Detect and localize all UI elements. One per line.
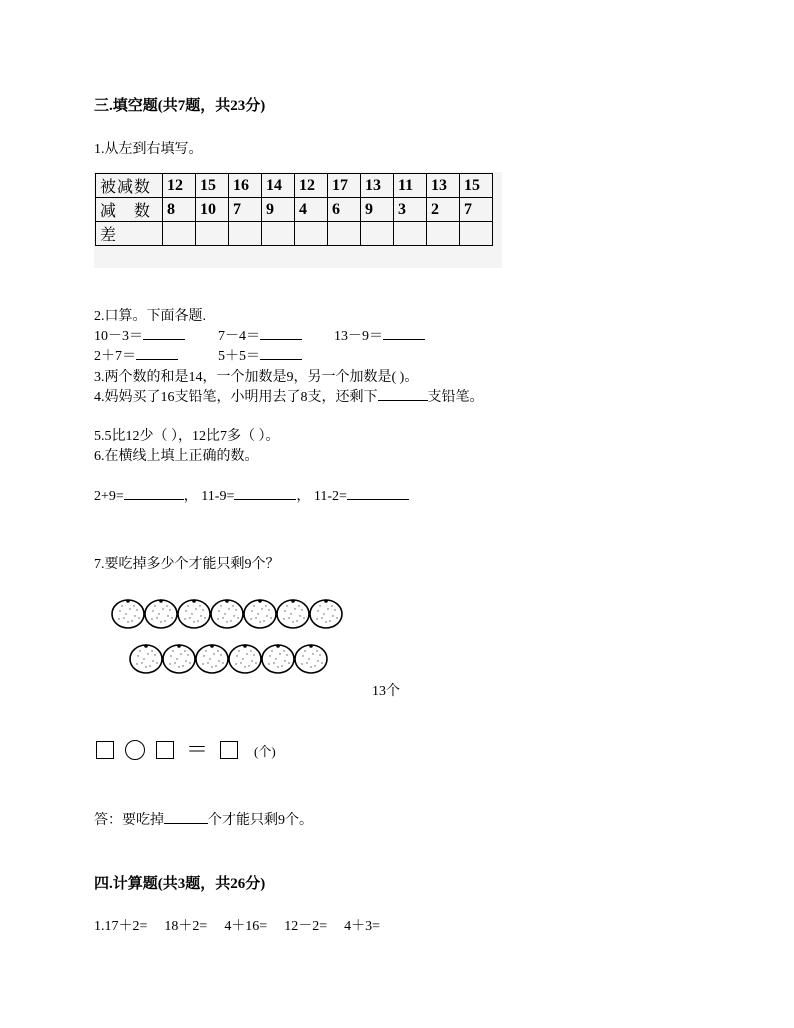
difference-answer-cell[interactable]	[295, 222, 328, 246]
calc-item: 1.17＋2=	[94, 919, 148, 934]
table-row-subtrahend	[96, 198, 493, 222]
minuend-cell: 11	[394, 174, 427, 198]
q2-item	[334, 325, 425, 345]
subtraction-table-container	[94, 172, 502, 268]
table-row-difference	[96, 222, 493, 246]
subtrahend-cell: 8	[163, 198, 196, 222]
answer-blank[interactable]	[164, 811, 208, 824]
operator-circle[interactable]	[125, 740, 145, 760]
difference-answer-cell[interactable]	[262, 222, 295, 246]
fruit-icon[interactable]	[277, 599, 309, 628]
difference-answer-cell[interactable]	[328, 222, 361, 246]
answer-blank[interactable]	[234, 487, 296, 500]
subtrahend-cell: 2	[427, 198, 460, 222]
q6-text: 6.在横线上填上正确的数。	[94, 449, 259, 464]
section3-title: 三.填空题(共7题，共23分)	[94, 98, 266, 114]
fruit-illustration	[100, 592, 360, 682]
q4-text-before: 4.妈妈买了16支铅笔，小明用去了8支，还剩下	[94, 390, 378, 405]
calc-item: 18＋2=	[164, 919, 208, 934]
q6-items	[94, 485, 409, 505]
fruit-icon[interactable]	[145, 599, 177, 628]
q2-item	[218, 325, 302, 345]
q7-text: 7.要吃掉多少个才能只剩9个？	[94, 557, 280, 572]
calc-item: 12－2=	[284, 919, 328, 934]
difference-answer-cell[interactable]	[394, 222, 427, 246]
subtrahend-cell: 4	[295, 198, 328, 222]
q5-text: 5.5比12少（ ），12比7多（ ）。	[94, 429, 280, 444]
minuend-cell: 14	[262, 174, 295, 198]
minuend-cell: 12	[163, 174, 196, 198]
q2-item	[94, 345, 178, 365]
row-label-minuend: 被减数	[96, 174, 163, 198]
q6-expression: 11-9=	[201, 489, 235, 504]
calc-item: 4＋3=	[344, 919, 381, 934]
row-label-subtrahend: 减 数	[96, 198, 163, 222]
equals-sign: ＝	[186, 737, 209, 762]
subtrahend-cell: 6	[328, 198, 361, 222]
section4-title: 四.计算题(共3题，共26分)	[94, 876, 266, 892]
q1-text: 1.从左到右填写。	[94, 142, 203, 157]
subtrahend-cell: 9	[361, 198, 394, 222]
fruit-icon[interactable]	[295, 644, 327, 673]
subtrahend-cell: 10	[196, 198, 229, 222]
row-label-difference: 差	[96, 222, 163, 246]
total-count-label: 13个	[372, 684, 400, 699]
difference-answer-cell[interactable]	[163, 222, 196, 246]
answer-blank[interactable]	[136, 347, 178, 360]
q2-item	[218, 345, 302, 365]
answer-blank[interactable]	[260, 327, 302, 340]
q4-line	[94, 386, 484, 406]
subtrahend-cell: 3	[394, 198, 427, 222]
q6-expression: 11-2=	[313, 489, 347, 504]
q2-expression: 10－3＝	[94, 329, 143, 344]
fruit-row-bottom	[130, 644, 327, 673]
blank-square-box[interactable]	[96, 741, 114, 759]
fruit-row-top	[112, 599, 342, 628]
table-row-minuend	[96, 174, 493, 198]
fruit-icon[interactable]	[130, 644, 162, 673]
fruit-icon[interactable]	[229, 644, 261, 673]
q2-text: 2.口算。下面各题.	[94, 309, 206, 324]
blank-square-box[interactable]	[156, 741, 174, 759]
q2-expression: 2＋7＝	[94, 349, 136, 364]
subtrahend-cell: 9	[262, 198, 295, 222]
q2-expression: 7－4＝	[218, 329, 260, 344]
minuend-cell: 13	[427, 174, 460, 198]
answer-blank[interactable]	[124, 487, 184, 500]
fruit-icon[interactable]	[244, 599, 276, 628]
difference-answer-cell[interactable]	[196, 222, 229, 246]
subtrahend-cell: 7	[229, 198, 262, 222]
q2-expression: 5＋5＝	[218, 349, 260, 364]
answer-blank[interactable]	[378, 388, 428, 401]
fruit-icon[interactable]	[196, 644, 228, 673]
subtraction-table	[95, 173, 493, 246]
difference-answer-cell[interactable]	[229, 222, 262, 246]
answer-blank[interactable]	[260, 347, 302, 360]
difference-answer-cell[interactable]	[361, 222, 394, 246]
answer-suffix: 个才能只剩9个。	[208, 813, 313, 828]
equation-template	[96, 737, 276, 762]
minuend-cell: 15	[196, 174, 229, 198]
difference-answer-cell[interactable]	[427, 222, 460, 246]
q2-item	[94, 325, 185, 345]
minuend-cell: 15	[460, 174, 493, 198]
fruit-icon[interactable]	[262, 644, 294, 673]
difference-answer-cell[interactable]	[460, 222, 493, 246]
blank-square-box[interactable]	[220, 741, 238, 759]
answer-blank[interactable]	[347, 487, 409, 500]
minuend-cell: 12	[295, 174, 328, 198]
q3-text: 3.两个数的和是14，一个加数是9，另一个加数是( )。	[94, 370, 419, 385]
fruit-icon[interactable]	[178, 599, 210, 628]
unit-label: (个)	[254, 743, 276, 759]
q4-text-after: 支铅笔。	[427, 390, 484, 405]
minuend-cell: 16	[229, 174, 262, 198]
answer-blank[interactable]	[143, 327, 185, 340]
q7-answer-line	[94, 809, 313, 829]
separator: ，	[296, 489, 311, 504]
fruit-icon[interactable]	[310, 599, 342, 628]
answer-blank[interactable]	[383, 327, 425, 340]
fruit-icon[interactable]	[112, 599, 144, 628]
separator: ，	[183, 489, 198, 504]
answer-prefix: 答：要吃掉	[94, 813, 164, 828]
minuend-cell: 17	[328, 174, 361, 198]
calc-item: 4＋16=	[224, 919, 268, 934]
minuend-cell: 13	[361, 174, 394, 198]
q2-expression: 13－9＝	[334, 329, 383, 344]
fruit-icon[interactable]	[163, 644, 195, 673]
section4-q1	[94, 915, 380, 935]
fruit-icon[interactable]	[211, 599, 243, 628]
q6-expression: 2+9=	[94, 489, 124, 504]
subtrahend-cell: 7	[460, 198, 493, 222]
